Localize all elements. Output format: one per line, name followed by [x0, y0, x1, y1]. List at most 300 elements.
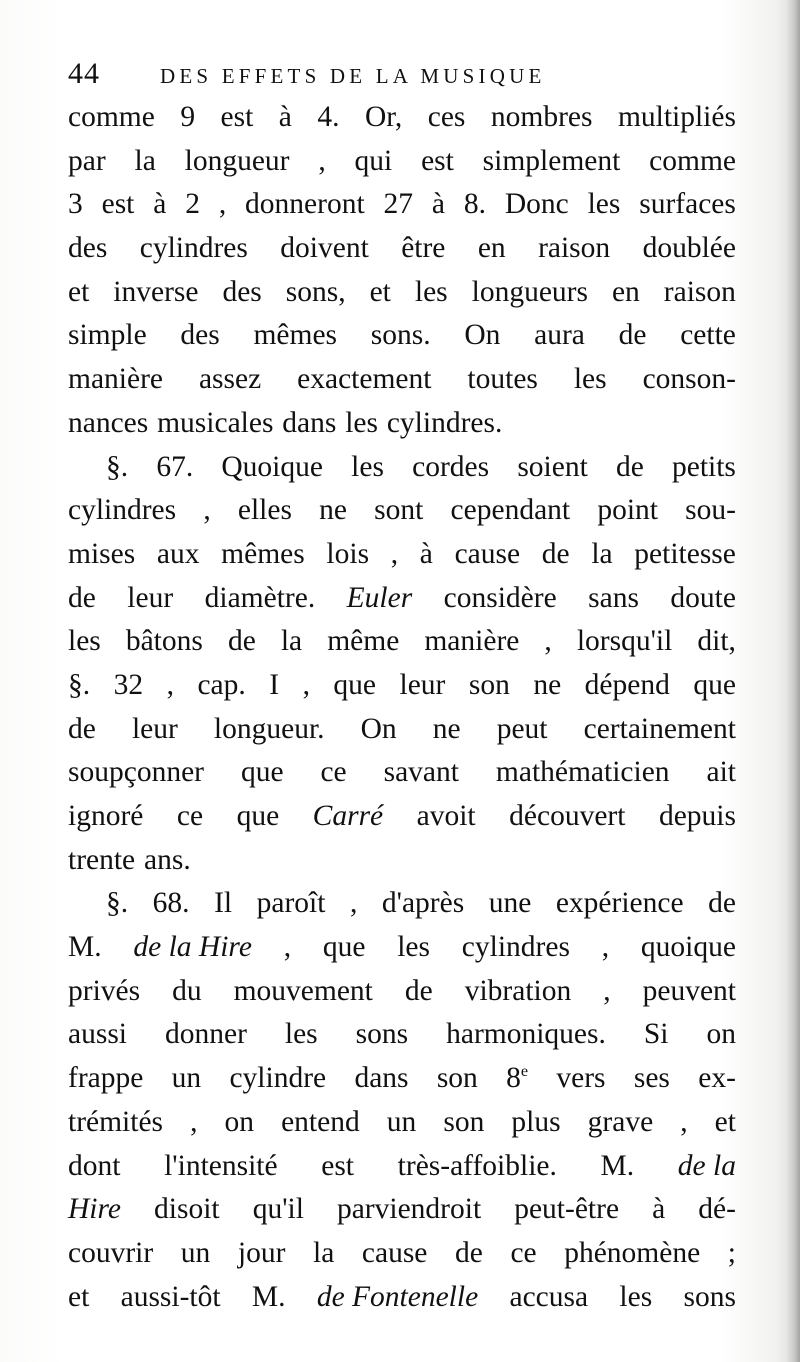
word: [489, 882, 532, 926]
word: [68, 839, 135, 883]
word: [126, 620, 203, 664]
word: [574, 358, 607, 402]
italic-word: [317, 1276, 478, 1320]
word: [153, 882, 190, 926]
word: [68, 664, 90, 708]
word: [649, 140, 736, 184]
word-text: de: [68, 581, 96, 614]
word: [197, 664, 245, 708]
word-text: est: [220, 101, 254, 133]
word: [510, 1232, 536, 1276]
word: [672, 446, 736, 490]
word: [180, 96, 195, 140]
word: [384, 751, 459, 795]
word: [467, 358, 537, 402]
text-line: [68, 795, 736, 839]
word: [533, 664, 561, 708]
word-text: de: [541, 537, 570, 570]
text-line: [68, 489, 736, 533]
word-text: et: [68, 275, 90, 308]
italic-word: [313, 795, 383, 839]
word-text: sons.: [370, 319, 431, 352]
word-text: couvrir: [68, 1236, 154, 1269]
word-text: donneront: [245, 188, 365, 221]
text-line: [68, 96, 736, 140]
word-text: Hire: [68, 1193, 121, 1226]
body-text: [68, 96, 736, 1319]
word-text: qui: [354, 144, 393, 177]
word: [584, 708, 736, 752]
word: [421, 140, 454, 184]
word: [514, 1188, 619, 1232]
word: [154, 1188, 220, 1232]
word-text: ;: [727, 1236, 736, 1269]
word-text: dans: [354, 1062, 409, 1095]
word: [517, 446, 587, 490]
word-text: M.: [600, 1149, 635, 1182]
word: [153, 183, 166, 227]
word: [397, 926, 430, 970]
word: [707, 751, 737, 795]
word-text: doute: [670, 581, 736, 614]
word: [472, 271, 588, 315]
italic-word: [678, 1145, 736, 1189]
word-text: grave: [587, 1105, 654, 1138]
word: [318, 140, 325, 184]
word: [424, 620, 519, 664]
page-number: 44: [68, 57, 100, 90]
text-line: [68, 358, 736, 402]
word-text: que: [333, 668, 377, 701]
word: [214, 882, 232, 926]
word: [241, 751, 284, 795]
word-text: multipliés: [617, 101, 736, 133]
word-text: comme: [649, 144, 736, 177]
word: [68, 1145, 120, 1189]
word-text: longueur: [184, 144, 290, 177]
text-line: [68, 183, 736, 227]
word-text: ce: [510, 1236, 537, 1269]
word-text: les: [345, 406, 378, 439]
word: [185, 140, 290, 184]
word: [313, 1232, 334, 1276]
word-text: cylindre: [229, 1062, 327, 1095]
text-line: [68, 926, 736, 970]
word: [382, 882, 464, 926]
text-line: [68, 839, 736, 883]
word-text: mises: [68, 537, 136, 570]
word-text: 67.: [156, 450, 194, 483]
word-text: de la Hire: [133, 931, 252, 964]
word-text: toutes: [467, 363, 538, 396]
word-text: à: [652, 1193, 666, 1226]
word: [398, 1145, 557, 1189]
word-text: depuis: [658, 800, 736, 832]
word: [320, 751, 346, 795]
word-text: ,: [680, 1105, 688, 1138]
word-text: aux: [156, 537, 200, 570]
word-text: cylindres: [68, 494, 177, 527]
word: [362, 1232, 428, 1276]
word-text: bâtons: [125, 625, 203, 658]
word-text: 9: [180, 101, 196, 133]
word: [588, 577, 639, 621]
word-text: plus: [511, 1105, 561, 1138]
word-text: très-affoiblie.: [397, 1149, 557, 1182]
word: [68, 926, 102, 970]
word-text: comme: [68, 101, 155, 133]
word: [544, 620, 551, 664]
word-text: ,: [203, 494, 211, 527]
word: [68, 533, 135, 577]
word: [618, 96, 736, 140]
word-text: On: [464, 319, 501, 352]
word: [68, 708, 96, 752]
word: [464, 183, 486, 227]
running-head: [68, 52, 736, 96]
word-text: les: [414, 275, 448, 308]
word: [509, 1276, 588, 1320]
word-text: de: [227, 625, 256, 658]
word: [68, 1057, 143, 1101]
word: [203, 489, 210, 533]
word-text: expérience: [555, 887, 684, 920]
word: [417, 795, 476, 839]
word-text: harmoniques.: [446, 1018, 606, 1051]
word-text: phénomène: [564, 1236, 701, 1269]
word: [478, 227, 506, 271]
word-text: de: [455, 1236, 483, 1269]
word-text: considère: [443, 581, 557, 614]
word-text: mathématicien: [495, 756, 670, 789]
word: [114, 664, 144, 708]
word-text: nombres: [490, 101, 593, 133]
word: [157, 402, 273, 446]
word: [68, 489, 176, 533]
word: [365, 96, 402, 140]
word: [221, 533, 305, 577]
word: [483, 140, 621, 184]
word-text: cylindres: [461, 931, 570, 964]
word-text: de: [615, 450, 644, 483]
text-line: [68, 1145, 736, 1189]
word: [156, 446, 193, 490]
word-text: mouvement: [233, 974, 373, 1007]
word-text: et: [714, 1105, 736, 1138]
word: [185, 183, 200, 227]
word-text: ,: [166, 668, 174, 701]
word-text: on: [224, 1105, 255, 1138]
word-text: à: [278, 101, 292, 133]
word: [534, 314, 585, 358]
word-text: sons: [683, 1280, 736, 1313]
word: [619, 314, 647, 358]
word-text: ne: [533, 668, 562, 701]
word: [354, 1057, 408, 1101]
word: [280, 227, 369, 271]
word: [684, 1276, 736, 1320]
italic-word: [133, 926, 252, 970]
word-text: surfaces: [639, 188, 736, 221]
word-text: diamètre.: [204, 581, 316, 614]
word: [222, 271, 261, 315]
word-text: assez: [198, 363, 262, 396]
word: [685, 489, 736, 533]
word-text: sons: [355, 1018, 409, 1051]
word-text: des: [222, 275, 262, 308]
word: [680, 314, 736, 358]
word-text: cap.: [197, 668, 246, 701]
word-text: doivent: [280, 232, 369, 265]
word-text: simplement: [482, 144, 621, 177]
word-text: ,: [601, 931, 610, 964]
word: [285, 1013, 318, 1057]
word-text: ce: [320, 756, 347, 789]
word: [345, 402, 378, 446]
word-text: longueur.: [213, 712, 325, 745]
word-text: en: [611, 275, 640, 308]
text-line: [68, 1188, 736, 1232]
text-line: [68, 708, 736, 752]
word-text: ,: [302, 668, 310, 701]
word-text: privés: [68, 974, 141, 1007]
word-text: des: [180, 319, 220, 352]
word-text: sou-: [685, 494, 736, 527]
word-text: ses: [633, 1062, 670, 1095]
word-text: certainement: [583, 712, 736, 745]
word: [405, 970, 433, 1014]
word-text: les: [587, 188, 621, 221]
word: [588, 183, 621, 227]
word-text: cause: [361, 1236, 428, 1269]
word-text: I: [269, 668, 280, 701]
word-text: Quoique: [221, 450, 323, 483]
word: [588, 1101, 654, 1145]
word: [180, 314, 219, 358]
word-text: un: [171, 1062, 202, 1095]
word: [597, 489, 658, 533]
word-text: est: [321, 1149, 355, 1182]
word-text: musicales: [157, 406, 274, 439]
word-text: entend: [281, 1105, 360, 1138]
word: [225, 1101, 255, 1145]
word: [728, 1232, 736, 1276]
word-text: ans.: [144, 843, 191, 876]
word: [432, 183, 445, 227]
word: [387, 402, 503, 446]
word: [351, 446, 384, 490]
word-text: vibration: [464, 974, 572, 1007]
word: [556, 1057, 605, 1101]
word: [564, 1232, 700, 1276]
word: [284, 926, 291, 970]
text-line: [68, 446, 736, 490]
word: [469, 664, 510, 708]
text-line: [68, 314, 736, 358]
text-line: [68, 227, 736, 271]
word: [177, 795, 203, 839]
word: [281, 620, 302, 664]
word: [664, 271, 736, 315]
word: [238, 1232, 286, 1276]
word: [505, 183, 569, 227]
word-text: 4.: [317, 101, 340, 133]
word: [602, 926, 609, 970]
word: [165, 1013, 247, 1057]
word: [451, 489, 571, 533]
word: [634, 1057, 670, 1101]
word-text: 27: [383, 188, 414, 221]
word: [437, 1057, 478, 1101]
word-text: leur: [131, 712, 178, 745]
word: [509, 795, 625, 839]
word: [370, 271, 391, 315]
word: [317, 96, 339, 140]
word: [68, 970, 140, 1014]
word: [326, 533, 369, 577]
word-text: M.: [68, 931, 102, 964]
word: [303, 664, 310, 708]
word-text: doublée: [642, 232, 736, 265]
word: [443, 1101, 484, 1145]
word-text: disoit: [154, 1193, 220, 1226]
word: [644, 1013, 669, 1057]
word-text: Il: [214, 887, 233, 920]
word-text: trente: [68, 843, 136, 876]
word-text: la: [313, 1236, 335, 1269]
word: [102, 183, 135, 227]
word-text: avoit: [416, 800, 476, 832]
superscript: e: [520, 1062, 529, 1081]
word: [144, 839, 191, 883]
word: [428, 96, 466, 140]
word: [619, 1276, 652, 1320]
word: [68, 183, 83, 227]
word: [214, 708, 325, 752]
word-text: exactement: [297, 363, 432, 396]
word-text: ,: [318, 144, 326, 177]
word-text: simple: [68, 319, 147, 352]
word: [229, 1057, 326, 1101]
word-text: cordes: [412, 450, 490, 483]
word: [135, 140, 156, 184]
word-text: être: [401, 232, 446, 265]
word-text: et: [369, 275, 391, 308]
text-line: [68, 751, 736, 795]
word: [234, 970, 373, 1014]
word: [643, 358, 736, 402]
word: [384, 183, 414, 227]
word: [321, 1145, 354, 1189]
word-text: 68.: [152, 887, 190, 920]
text-line: [68, 1057, 736, 1101]
word: [252, 1276, 286, 1320]
word: [257, 882, 326, 926]
word-text: la: [280, 625, 303, 658]
word-text: quoique: [640, 931, 736, 964]
word-text: mêmes: [221, 537, 305, 570]
word: [68, 751, 204, 795]
word-text: ait: [706, 756, 736, 789]
word-text: peut: [496, 712, 548, 745]
word: [319, 489, 347, 533]
word: [491, 96, 593, 140]
word-text: 3: [68, 188, 83, 221]
word-text: trémités: [68, 1105, 164, 1138]
word: [167, 664, 174, 708]
word-text: les: [619, 1280, 653, 1313]
word-text: la: [134, 144, 156, 177]
word-text: que: [236, 800, 280, 832]
word: [281, 1101, 360, 1145]
word: [181, 1232, 211, 1276]
word-text: 2: [185, 188, 200, 221]
word-text: de Fontenelle: [316, 1280, 479, 1313]
word: [323, 926, 366, 970]
word: [356, 1013, 408, 1057]
word: [391, 533, 398, 577]
word: [68, 402, 148, 446]
word-text: ,: [190, 1105, 198, 1138]
word: [68, 1232, 153, 1276]
word-text: les: [351, 450, 384, 483]
word: [327, 620, 399, 664]
word-text: leur: [127, 581, 174, 614]
word: [221, 446, 323, 490]
word-text: ex-: [698, 1062, 736, 1095]
italic-word: [68, 1188, 121, 1232]
word-text: la: [591, 537, 613, 570]
word: [157, 533, 200, 577]
word-text: l'intensité: [164, 1149, 278, 1182]
word-text: un: [386, 1105, 417, 1138]
word: [412, 446, 489, 490]
word-text: inverse: [113, 275, 199, 308]
word-text: dépend: [584, 668, 670, 701]
word-text: nances: [68, 406, 149, 439]
word: [337, 1188, 481, 1232]
word-text: conson-: [642, 363, 736, 396]
word: [680, 1101, 687, 1145]
word-text: 32: [113, 668, 144, 701]
word-text: §.: [68, 668, 91, 701]
word-text: ces: [427, 101, 466, 133]
word-text: ,: [390, 537, 399, 570]
word: [68, 577, 96, 621]
word: [68, 140, 106, 184]
word: [253, 1188, 304, 1232]
word-text: Carré: [312, 800, 384, 832]
word-text: Donc: [504, 188, 569, 221]
word-text: qu'il: [252, 1193, 304, 1226]
word-text: un: [180, 1236, 211, 1269]
word: [462, 926, 570, 970]
word-text: Or,: [364, 101, 403, 133]
word: [542, 533, 570, 577]
word-text: paroît: [256, 887, 326, 920]
word: [199, 358, 261, 402]
word: [68, 1013, 127, 1057]
word-text: jour: [237, 1236, 286, 1269]
word-text: que: [693, 668, 736, 701]
word-text: mêmes: [253, 319, 338, 352]
word-text: son: [468, 668, 510, 701]
word: [68, 795, 143, 839]
word-text: lois: [326, 537, 370, 570]
word-text: dit,: [697, 625, 736, 658]
word: [68, 620, 101, 664]
text-line: [68, 271, 736, 315]
